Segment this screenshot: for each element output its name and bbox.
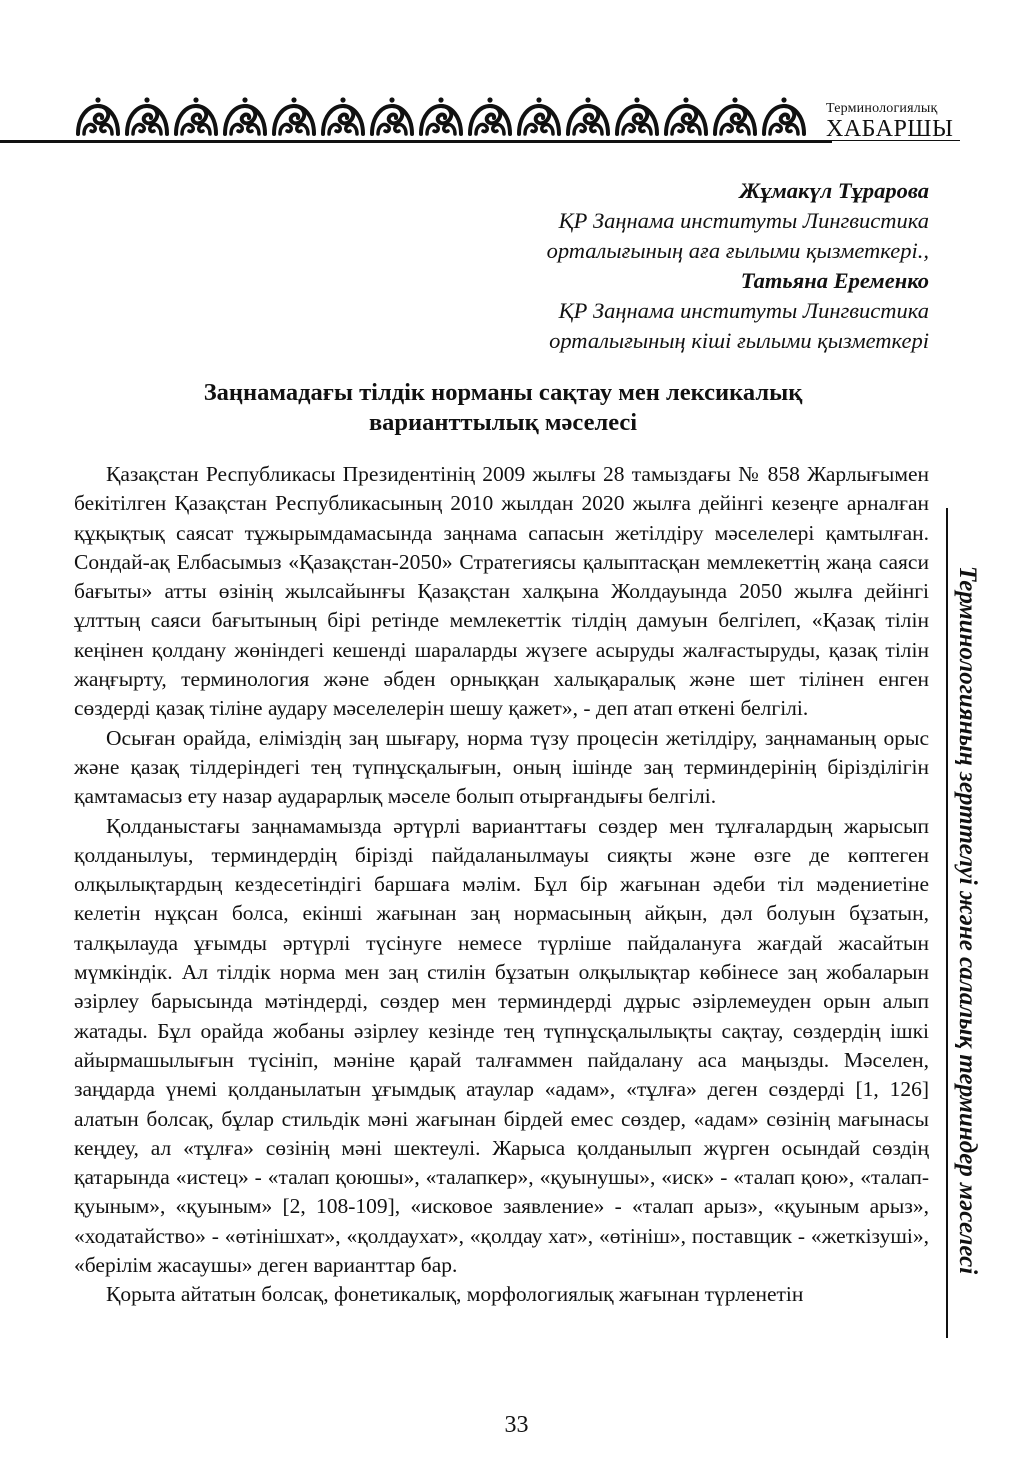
author-name: Жұмакүл Тұрарова (739, 178, 929, 203)
paragraph: Қолданыстағы заңнамамызда әртүрлі варианттағы сөздер мен тұлғалардың жарысып қолданылуы, терминдердің бірізді пайдаланылмауы сияқты және өзге де көптеген олқылықтардың кездесетіндігі баршаға мәлім. Бұл бір жағынан әдеби тіл мәдениетіне келетін нұқсан болса, екінші жағынан заң нормасының айқын, дәл болуын бұзатын, талқылауда ұғымды әртүрлі түсінуге немесе түрліше пайдалануға жағдай жасайтын мүмкіндік. Ал тілдік норма мен заң стилін бұзатын олқылықтар көбінесе заң жобаларын әзірлеу барысында мәтіндерді, сөздер мен терминдерді дұрыс әзірлемеуден орын алып жатады. Бұл орайда жобаны әзірлеу кезінде тең түпнұсқалылықты сақтау, сөздердің ішкі айырмашылығын түсініп, мәніне қарай талғаммен пайдалану аса маңызды. Мәселен, заңдарда үнемі қолданылатын ұғымдық атаулар «адам», «тұлға» деген сөздерді [1, 126] алатын болсақ, бұлар стильдік мәні жағынан бірдей емес сөздер, «адам» сөзінің мағынасы кеңдеу, ал «тұлға» сөзінің мәні шектеулі. Жарыса қолданылып жүрген осындай сөздің қатарында «истец» - «талап қоюшы», «талапкер», «қуынушы», «иск» - «талап қою», «талап-қуыным», «қуыным» [2, 108-109], «исковое заявление» - «талап арыз», «қуыным арыз», «ходатайство» - «өтінішхат», «қолдаухат», «қолдау хат», «өтініш», поставщик - «жеткізуші», «берілім жасаушы» деген варианттар бар. (74, 813, 929, 1278)
paragraph: Қазақстан Республикасы Президентінің 2009 жылғы 28 тамыздағы № 858 Жарлығымен бекітілген Қазақстан Республикасының 2010 жылдан 2020 жылға дейінгі кезеңге арналған құқықтық саясат тұжырымдамасында заңнама сапасын жетілдіру мәселелері қамтылған. Сондай-ақ Елбасымыз «Қазақстан-2050» Стратегиясы қалыптасқан мемлекеттің жаңа саяси бағыты» атты өзінің жылсайынғы Қазақстан халқына Жолдауында 2050 жылға дейінгі ұлттың саяси бағытының бірі ретінде мемлекеттік тілдің дамуын белгілеп, «Қазақ тілін кеңінен қолдану жөніндегі кешенді шараларды жүзеге асыруды жалғастыруды, қазақ тілін жаңғырту, терминология және әбден орныққан халықаралық және шет тілінен енген сөздерді қазақ тіліне аудару мәселелерін шешу қажет», - деп атап өткені белгілі. (74, 462, 929, 721)
author-affiliation: ҚР Заңнама институты Лингвистика (558, 298, 929, 323)
section-side-label-text: Терминологияның зерттелуі және салалық терминдер мәселесі (954, 565, 981, 1275)
paragraph: Осыған орайда, еліміздің заң шығару, норма түзу процесін жетілдіру, заңнаманың орыс және қазақ тілдеріндегі тең түпнұсқалығын, оның ішінде заң терминдерінің бірізділігін қамтамасыз ету назар аударарлық мәселе болып отырғандығы белгілі. (74, 725, 929, 809)
header-rule (0, 140, 832, 143)
journal-name-small: Терминологиялық (826, 101, 938, 116)
author-affiliation: орталығының кіші ғылыми қызметкері (549, 328, 929, 353)
authors-block (409, 176, 929, 356)
page-number: 33 (504, 1412, 529, 1438)
author-name: Татьяна Еременко (740, 268, 929, 293)
section-side-label (945, 525, 989, 1315)
journal-name-big: ХАБАРШЫ (826, 116, 954, 142)
title-line: Заңнамадағы тілдік норманы сақтау мен лексикалық (203, 379, 803, 406)
paragraph: Қорыта айтатын болсақ, фонетикалық, морфологиялық жағынан түрленетін (106, 1282, 804, 1307)
author-affiliation: орталығының аға ғылыми қызметкері., (546, 238, 929, 263)
header-ornament-icon (74, 96, 822, 140)
title-line: варианттылық мәселесі (368, 409, 638, 436)
article-title (100, 378, 906, 438)
article-body (74, 460, 929, 1310)
author-affiliation: ҚР Заңнама институты Лингвистика (558, 208, 929, 233)
